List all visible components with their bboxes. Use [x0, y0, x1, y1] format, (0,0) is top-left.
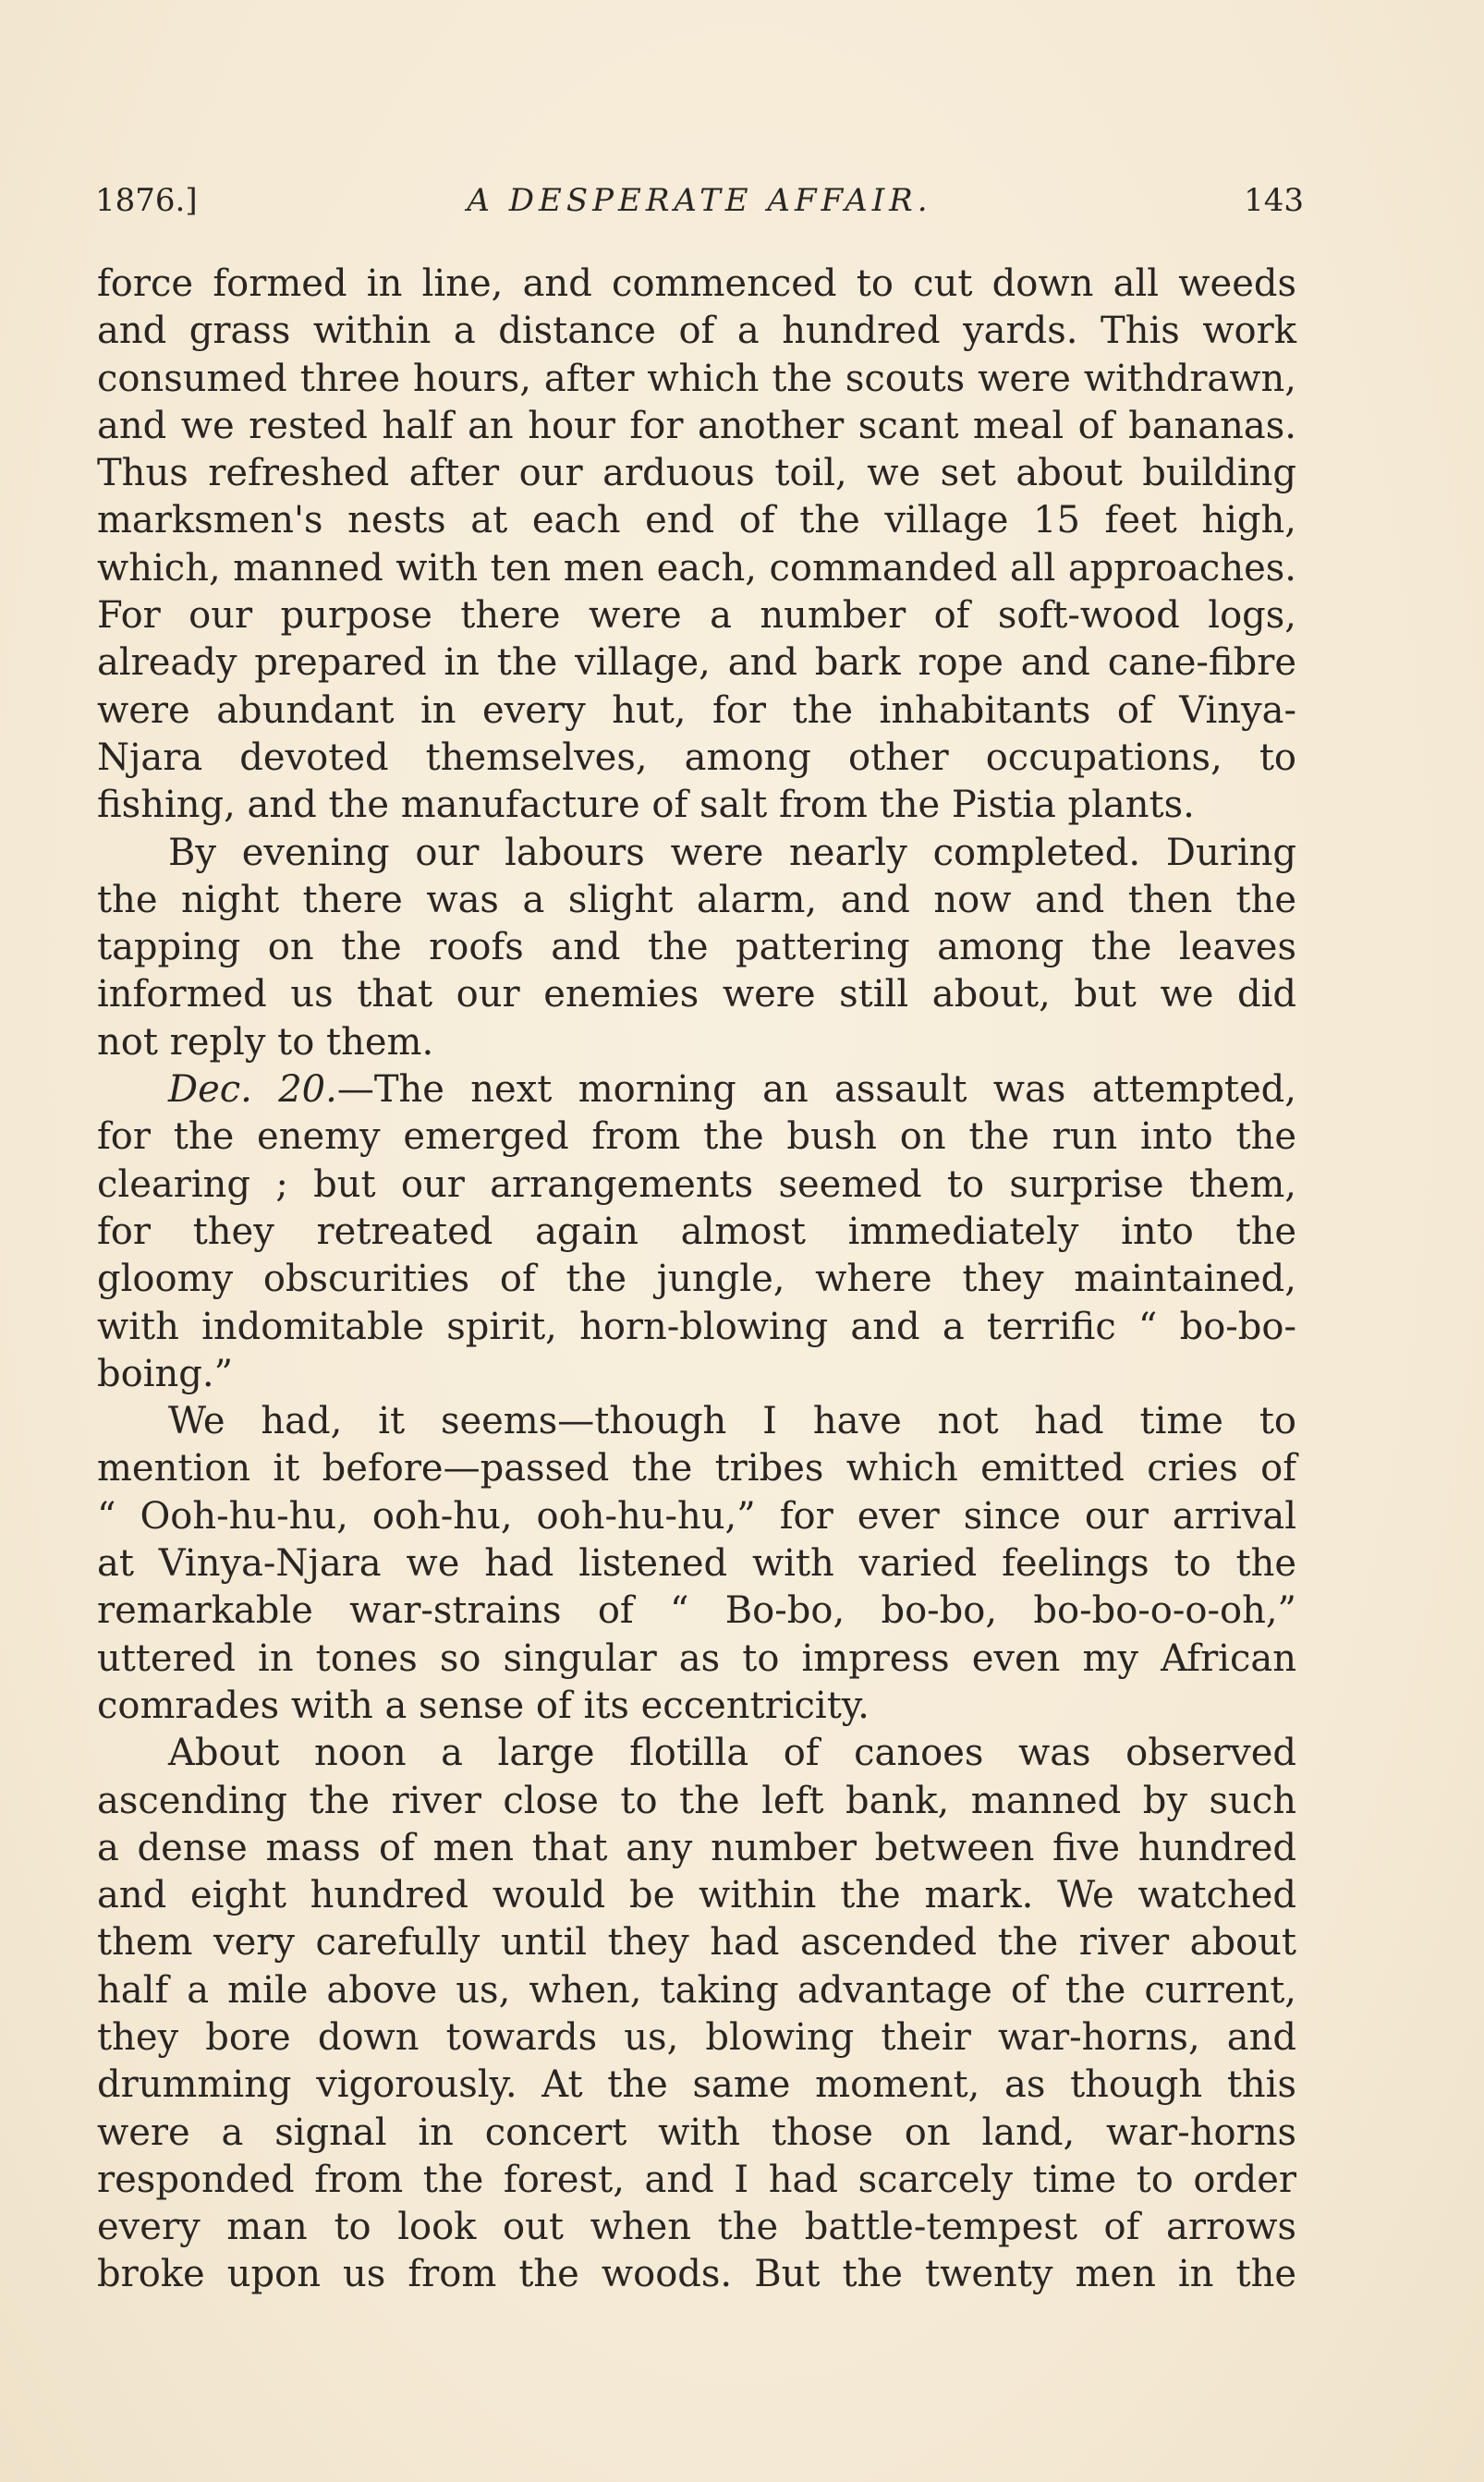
text-line: with indomitable spirit, horn-blowing and a terrific “ bo-bo- — [97, 1305, 1296, 1348]
text-line: ascending the river close to the left bank, manned by such — [97, 1779, 1296, 1822]
text-line: By evening our labours were nearly completed. During — [168, 831, 1296, 874]
running-head-title: A DESPERATE AFFAIR. — [467, 182, 932, 219]
text-line: We had, it seems—though I have not had time to — [168, 1400, 1296, 1443]
text-line: drumming vigorously. At the same moment, as though this — [97, 2063, 1296, 2107]
text-line: were abundant in every hut, for the inhabitants of Vinya- — [97, 688, 1296, 732]
running-head-year: 1876.] — [95, 182, 198, 219]
text-line: them very carefully until they had ascended the river about — [97, 1921, 1296, 1965]
text-line: already prepared in the village, and bark rope and cane-fibre — [97, 641, 1296, 685]
text-line: were a signal in concert with those on land, war-horns — [97, 2111, 1296, 2154]
text-line — [97, 1066, 1296, 1113]
text-line: and grass within a distance of a hundred yards. This work — [97, 310, 1296, 353]
text-line: broke upon us from the woods. But the twenty men in the — [97, 2253, 1296, 2296]
text-line: tapping on the roofs and the pattering among the leaves — [97, 926, 1296, 969]
text-line: force formed in line, and commenced to cut down all weeds — [97, 262, 1296, 305]
text-line-rest: —The next morning an assault was attempted, — [336, 1068, 1296, 1112]
text-line: marksmen's nests at each end of the village 15 feet high, — [97, 499, 1296, 542]
running-head — [95, 177, 1304, 224]
text-line: not reply to them. — [97, 1020, 434, 1064]
text-line: they bore down towards us, blowing their war-horns, and — [97, 2015, 1296, 2059]
text-line: For our purpose there were a number of soft-wood logs, — [97, 594, 1296, 638]
text-line: every man to look out when the battle-tempest of arrows — [97, 2206, 1296, 2249]
body-text — [97, 261, 1296, 2299]
text-line: for they retreated again almost immediately into the — [97, 1210, 1296, 1253]
page-number: 143 — [1244, 182, 1304, 219]
text-line: consumed three hours, after which the scouts were withdrawn, — [97, 357, 1296, 400]
text-line: clearing ; but our arrangements seemed to surprise them, — [97, 1162, 1296, 1206]
text-line: half a mile above us, when, taking advantage of the current, — [97, 1968, 1296, 2012]
text-line: informed us that our enemies were still about, but we did — [97, 973, 1296, 1016]
text-line: remarkable war-strains of “ Bo-bo, bo-bo, bo-bo-o-o-oh,” — [97, 1589, 1296, 1633]
text-line: and eight hundred would be within the mark. We watched — [97, 1874, 1296, 1917]
text-line: the night there was a slight alarm, and now and then the — [97, 878, 1296, 921]
text-line: boing.” — [97, 1352, 234, 1395]
text-line: responded from the forest, and I had scarcely time to order — [97, 2158, 1296, 2201]
text-line: Thus refreshed after our arduous toil, we set about building — [97, 452, 1296, 495]
text-line: About noon a large flotilla of canoes was observed — [168, 1732, 1296, 1775]
text-line: which, manned with ten men each, commanded all approaches. — [97, 546, 1296, 590]
date-marker: Dec. 20. — [168, 1068, 337, 1112]
text-line: for the enemy emerged from the bush on the run into the — [97, 1115, 1296, 1159]
text-line: at Vinya-Njara we had listened with varied feelings to the — [97, 1542, 1296, 1586]
text-line: Njara devoted themselves, among other occupations, to — [97, 736, 1296, 779]
text-line: mention it before—passed the tribes which emitted cries of — [97, 1447, 1296, 1490]
text-line: “ Ooh-hu-hu, ooh-hu, ooh-hu-hu,” for ever since our arrival — [97, 1494, 1296, 1538]
text-line: and we rested half an hour for another scant meal of bananas. — [97, 404, 1296, 447]
text-line: a dense mass of men that any number between five hundred — [97, 1826, 1296, 1869]
text-line: fishing, and the manufacture of salt from the Pistia plants. — [97, 784, 1195, 827]
text-line: gloomy obscurities of the jungle, where they maintained, — [97, 1258, 1296, 1301]
text-line: comrades with a sense of its eccentricity. — [97, 1684, 870, 1727]
text-line: uttered in tones so singular as to impress even my African — [97, 1636, 1296, 1680]
